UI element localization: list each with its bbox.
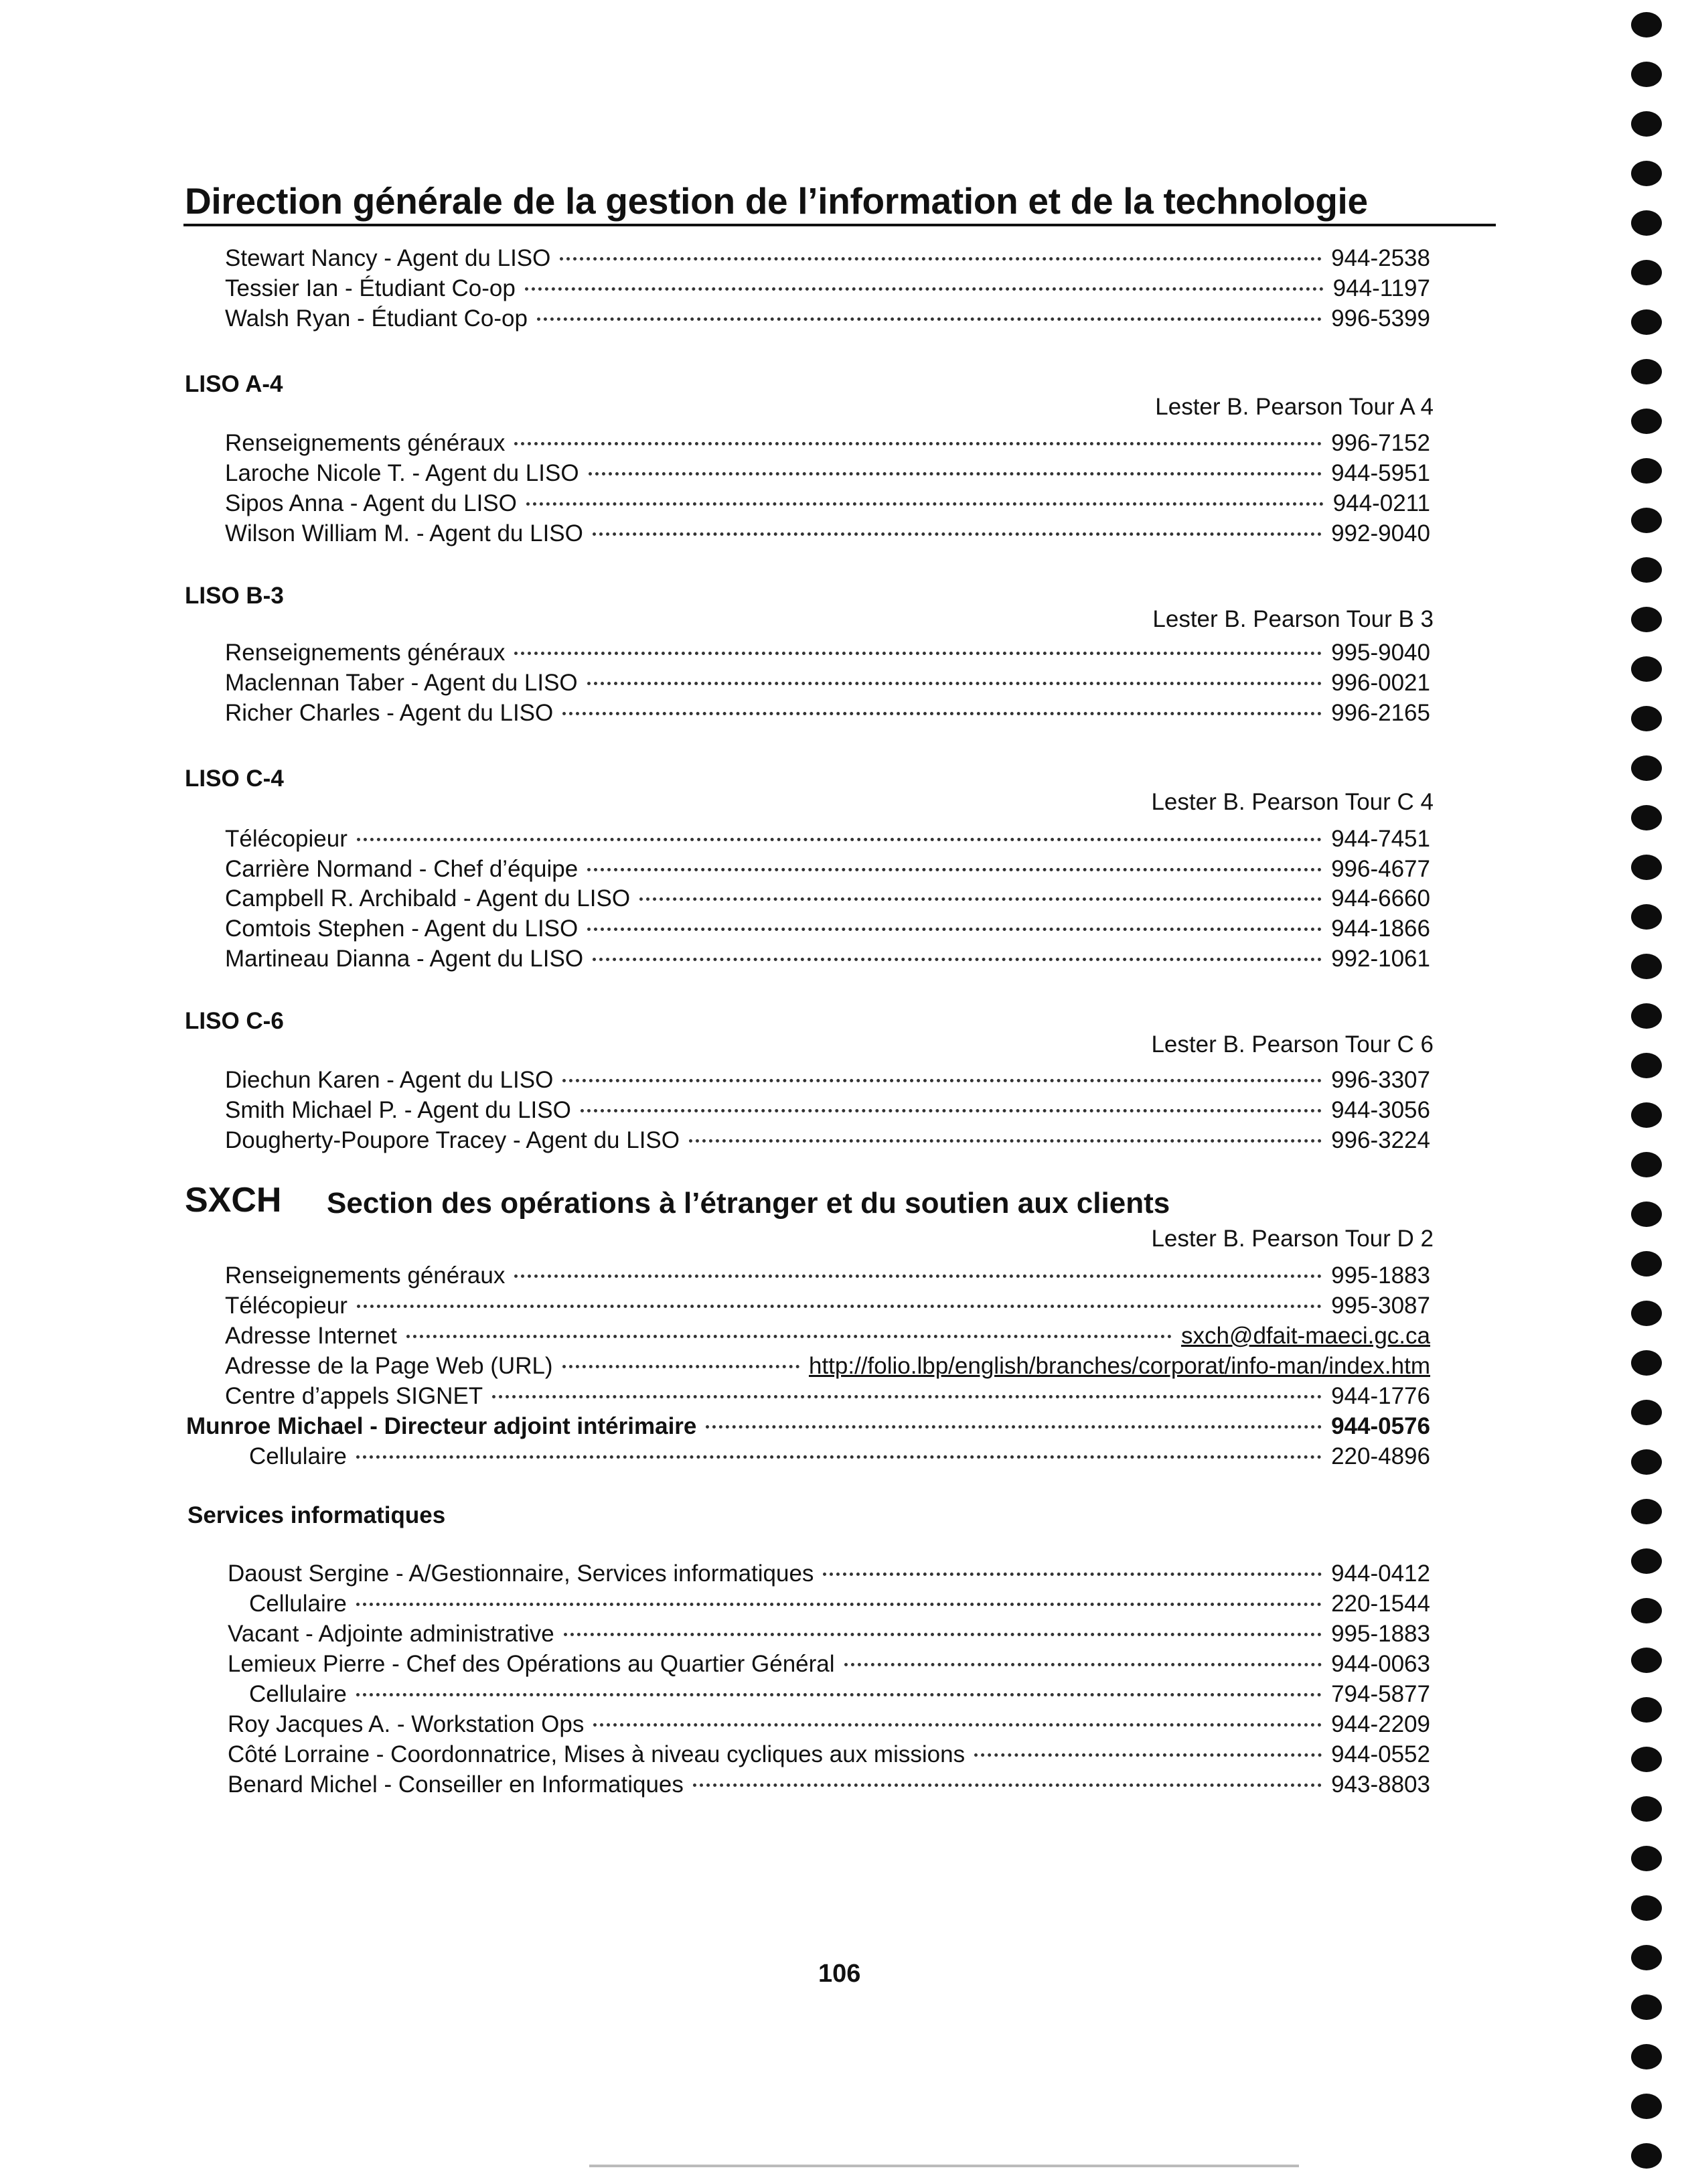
scan-mark (589, 2165, 1299, 2167)
entry-name: Richer Charles - Agent du LISO (225, 700, 554, 726)
dot-leader (844, 1663, 1322, 1666)
dot-leader (587, 928, 1322, 931)
binder-hole (1631, 1796, 1662, 1822)
dot-leader (593, 532, 1322, 536)
binder-hole (1631, 62, 1662, 87)
binder-hole (1631, 1202, 1662, 1227)
entry-phone: 995-3087 (1331, 1293, 1430, 1319)
title-rule (183, 224, 1496, 226)
binder-hole (1631, 1945, 1662, 1970)
section-title-sxch: Section des opérations à l’étranger et du soutien aux clients (327, 1187, 1170, 1220)
entry-phone: 996-0021 (1331, 670, 1430, 696)
dot-leader (581, 1109, 1322, 1112)
dot-leader (823, 1573, 1322, 1576)
directory-entry (228, 1619, 1430, 1649)
dot-leader (639, 897, 1322, 901)
dot-leader (406, 1335, 1172, 1338)
section-location: Lester B. Pearson Tour D 2 (1151, 1226, 1434, 1252)
entry-phone: 944-0552 (1331, 1741, 1430, 1767)
directory-entry (228, 1559, 1430, 1589)
binder-hole (1631, 1251, 1662, 1277)
directory-entry (225, 638, 1430, 668)
directory-entry (225, 944, 1430, 974)
entry-phone: 944-5951 (1331, 460, 1430, 486)
entry-name: Carrière Normand - Chef d’équipe (225, 856, 579, 882)
dot-leader (356, 1603, 1322, 1606)
entry-name: Renseignements généraux (225, 1262, 506, 1289)
dot-leader (706, 1425, 1322, 1429)
entry-phone: 996-4677 (1331, 856, 1430, 882)
binder-hole (1631, 260, 1662, 285)
entry-name: Sipos Anna - Agent du LISO (225, 490, 517, 516)
dot-leader (356, 1693, 1322, 1696)
binder-hole (1631, 1648, 1662, 1673)
entry-name: Télécopieur (225, 826, 348, 852)
entry-name: Dougherty-Poupore Tracey - Agent du LISO (225, 1127, 680, 1153)
dot-leader (492, 1395, 1322, 1398)
binder-hole (1631, 1846, 1662, 1871)
binder-hole (1631, 1449, 1662, 1475)
entry-name: Daoust Sergine - A/Gestionnaire, Services informatiques (228, 1560, 814, 1587)
dot-leader (356, 1455, 1322, 1459)
directory-entry (225, 884, 1430, 914)
page-number: 106 (818, 1960, 861, 1988)
binder-hole (1631, 2044, 1662, 2069)
dot-leader (587, 868, 1322, 871)
directory-entry (225, 1382, 1430, 1411)
directory-entry-director (186, 1412, 1430, 1441)
entry-name: Munroe Michael - Directeur adjoint intérimaire (186, 1413, 697, 1439)
dot-leader (526, 502, 1324, 506)
binder-hole (1631, 1548, 1662, 1574)
binder-hole (1631, 805, 1662, 830)
email-link[interactable]: sxch@dfait-maeci.gc.ca (1180, 1323, 1430, 1349)
section-heading-liso-b3: LISO B-3 (185, 583, 284, 609)
binder-hole (1631, 1895, 1662, 1921)
entry-phone: 944-7451 (1331, 826, 1430, 852)
entry-phone: 944-0576 (1331, 1413, 1430, 1439)
entry-phone: 944-2538 (1331, 245, 1430, 271)
directory-entry (225, 1066, 1430, 1095)
entry-name: Centre d’appels SIGNET (225, 1383, 483, 1409)
entry-name: Renseignements généraux (225, 430, 506, 456)
entry-name: Adresse Internet (225, 1323, 397, 1349)
entry-name: Adresse de la Page Web (URL) (225, 1353, 553, 1379)
directory-entry (225, 274, 1430, 303)
entry-name: Télécopieur (225, 1293, 348, 1319)
binder-hole (1631, 1053, 1662, 1078)
entry-phone: 996-2165 (1331, 700, 1430, 726)
entry-name: Roy Jacques A. - Workstation Ops (228, 1711, 585, 1737)
entry-phone: 944-2209 (1331, 1711, 1430, 1737)
dot-leader (974, 1753, 1322, 1757)
section-heading-liso-c4: LISO C-4 (185, 766, 284, 792)
entry-name: Martineau Dianna - Agent du LISO (225, 946, 584, 972)
binder-hole (1631, 607, 1662, 632)
directory-entry (225, 1261, 1430, 1291)
dot-leader (562, 1079, 1322, 1082)
entry-phone: 995-1883 (1331, 1621, 1430, 1647)
entry-phone: 996-7152 (1331, 430, 1430, 456)
entry-phone: 944-1866 (1331, 916, 1430, 942)
entry-name: Vacant - Adjointe administrative (228, 1621, 554, 1647)
directory-entry (225, 668, 1430, 698)
directory-entry (228, 1710, 1430, 1739)
entry-phone: 220-1544 (1331, 1591, 1430, 1617)
entry-phone: 944-6660 (1331, 885, 1430, 912)
binder-hole (1631, 954, 1662, 979)
entry-phone: 995-9040 (1331, 640, 1430, 666)
entry-phone: 944-1776 (1331, 1383, 1430, 1409)
binder-hole (1631, 755, 1662, 781)
binder-hole (1631, 1697, 1662, 1723)
binder-hole (1631, 1003, 1662, 1029)
entry-name: Diechun Karen - Agent du LISO (225, 1067, 554, 1093)
dot-leader (689, 1139, 1322, 1143)
entry-name: Côté Lorraine - Coordonnatrice, Mises à niveau cycliques aux missions (228, 1741, 966, 1767)
entry-name: Comtois Stephen - Agent du LISO (225, 916, 579, 942)
directory-entry (225, 1291, 1430, 1321)
directory-entry (249, 1680, 1430, 1709)
dot-leader (560, 257, 1322, 261)
section-location: Lester B. Pearson Tour B 3 (1152, 606, 1434, 632)
directory-entry (249, 1442, 1430, 1471)
directory-entry (228, 1770, 1430, 1800)
section-code-sxch: SXCH (185, 1181, 282, 1220)
dot-leader (514, 442, 1322, 445)
entry-name: Cellulaire (249, 1681, 347, 1707)
entry-name: Tessier Ian - Étudiant Co-op (225, 275, 516, 301)
directory-entry (225, 459, 1430, 488)
dot-leader (589, 472, 1322, 476)
entry-phone: 944-0412 (1331, 1560, 1430, 1587)
section-location: Lester B. Pearson Tour A 4 (1155, 394, 1434, 420)
entry-name: Lemieux Pierre - Chef des Opérations au Quartier Général (228, 1651, 835, 1677)
entry-phone: 992-1061 (1331, 946, 1430, 972)
binder-hole (1631, 309, 1662, 335)
directory-entry (225, 824, 1430, 854)
entry-phone: 992-9040 (1331, 520, 1430, 547)
section-heading-services: Services informatiques (187, 1502, 446, 1528)
entry-phone: 944-0063 (1331, 1651, 1430, 1677)
entry-name: Smith Michael P. - Agent du LISO (225, 1097, 571, 1123)
dot-leader (514, 1275, 1322, 1278)
dot-leader (537, 317, 1322, 321)
entry-name: Laroche Nicole T. - Agent du LISO (225, 460, 579, 486)
dot-leader (357, 838, 1322, 841)
directory-entry (225, 519, 1430, 549)
binder-hole (1631, 706, 1662, 731)
section-location: Lester B. Pearson Tour C 6 (1151, 1031, 1434, 1058)
binder-hole (1631, 409, 1662, 434)
web-url-link[interactable]: http://folio.lbp/english/branches/corporat/info-man/index.htm (808, 1353, 1430, 1379)
dot-leader (562, 1365, 799, 1368)
page-title: Direction générale de la gestion de l’information et de la technologie (185, 180, 1368, 222)
binder-hole (1631, 1994, 1662, 2020)
directory-entry (225, 1321, 1430, 1351)
section-location: Lester B. Pearson Tour C 4 (1151, 789, 1434, 815)
entry-phone: 944-3056 (1331, 1097, 1430, 1123)
entry-name: Cellulaire (249, 1591, 347, 1617)
directory-entry (225, 304, 1430, 334)
binder-hole (1631, 1400, 1662, 1425)
dot-leader (593, 1723, 1322, 1727)
entry-phone: 794-5877 (1331, 1681, 1430, 1707)
section-heading-liso-c6: LISO C-6 (185, 1008, 284, 1034)
binder-hole (1631, 508, 1662, 533)
dot-leader (564, 1633, 1322, 1636)
binder-hole (1631, 855, 1662, 880)
entry-name: Cellulaire (249, 1443, 347, 1469)
binder-hole (1631, 2143, 1662, 2169)
directory-entry (225, 429, 1430, 458)
dot-leader (562, 712, 1322, 715)
directory-entry (225, 1352, 1430, 1381)
directory-entry (225, 489, 1430, 518)
directory-entry (225, 699, 1430, 728)
entry-name: Benard Michel - Conseiller en Informatiques (228, 1771, 684, 1798)
directory-entry (225, 914, 1430, 944)
dot-leader (587, 682, 1322, 685)
binder-hole (1631, 1102, 1662, 1128)
binder-hole (1631, 1152, 1662, 1177)
binder-hole (1631, 1301, 1662, 1326)
binder-hole (1631, 210, 1662, 236)
entry-name: Wilson William M. - Agent du LISO (225, 520, 583, 547)
entry-name: Renseignements généraux (225, 640, 506, 666)
entry-phone: 943-8803 (1331, 1771, 1430, 1798)
entry-phone: 995-1883 (1331, 1262, 1430, 1289)
binder-hole (1631, 111, 1662, 137)
entry-name: Campbell R. Archibald - Agent du LISO (225, 885, 631, 912)
dot-leader (525, 287, 1324, 291)
section-heading-liso-a4: LISO A-4 (185, 371, 283, 397)
directory-entry (225, 244, 1430, 273)
binder-hole (1631, 12, 1662, 38)
directory-entry (228, 1740, 1430, 1769)
entry-name: Maclennan Taber - Agent du LISO (225, 670, 578, 696)
entry-phone: 996-3224 (1331, 1127, 1430, 1153)
binder-hole (1631, 458, 1662, 484)
entry-phone: 996-3307 (1331, 1067, 1430, 1093)
dot-leader (357, 1305, 1322, 1308)
directory-entry (225, 1126, 1430, 1155)
directory-entry (249, 1589, 1430, 1619)
dot-leader (593, 958, 1322, 961)
entry-phone: 220-4896 (1331, 1443, 1430, 1469)
binder-hole (1631, 161, 1662, 186)
binder-hole (1631, 904, 1662, 930)
binder-hole (1631, 1598, 1662, 1623)
dot-leader (693, 1783, 1322, 1787)
entry-phone: 944-0211 (1332, 490, 1430, 516)
entry-name: Stewart Nancy - Agent du LISO (225, 245, 551, 271)
binder-hole (1631, 1499, 1662, 1524)
binder-hole (1631, 359, 1662, 384)
binder-hole (1631, 1350, 1662, 1376)
entry-phone: 996-5399 (1331, 305, 1430, 332)
dot-leader (514, 652, 1322, 655)
directory-entry (228, 1650, 1430, 1679)
binder-hole (1631, 2094, 1662, 2119)
entry-phone: 944-1197 (1332, 275, 1430, 301)
binder-hole (1631, 656, 1662, 682)
entry-name: Walsh Ryan - Étudiant Co-op (225, 305, 528, 332)
binder-hole (1631, 557, 1662, 583)
directory-entry (225, 1096, 1430, 1125)
directory-entry (225, 855, 1430, 884)
binder-hole (1631, 1747, 1662, 1772)
